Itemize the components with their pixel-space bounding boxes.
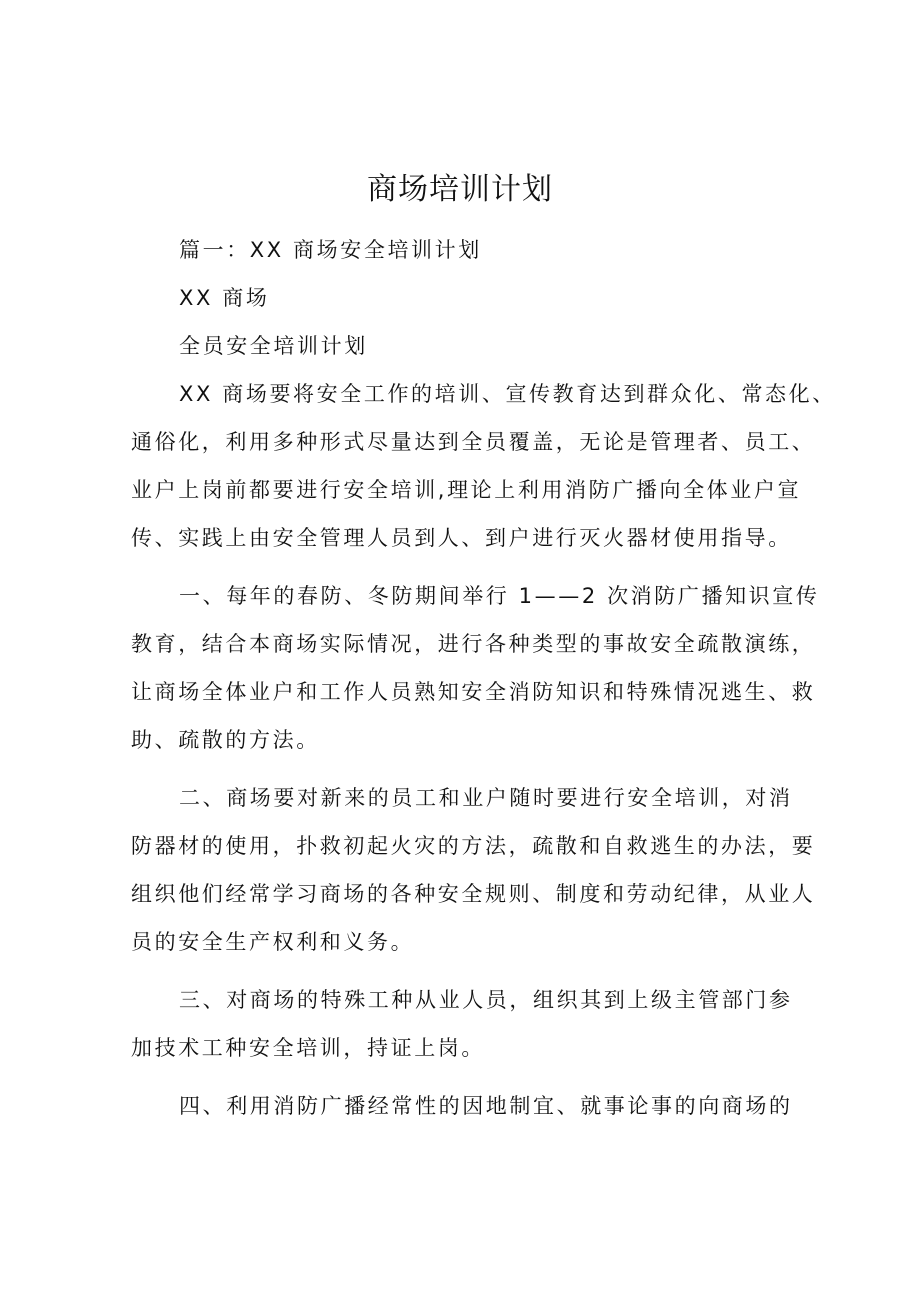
paragraph-line: 三、对商场的特殊工种从业人员，组织其到上级主管部门参: [179, 988, 793, 1012]
paragraph-line: 教育，结合本商场实际情况，进行各种类型的事故安全疏散演练，: [131, 632, 816, 656]
item-four-paragraph: [131, 1082, 811, 1130]
intro-paragraph: [131, 370, 836, 562]
document-body: [131, 226, 836, 1130]
paragraph-line: 防器材的使用，扑救初起火灾的方法，疏散和自救逃生的办法，要: [131, 834, 816, 858]
heading-plan-name: 全员安全培训计划: [179, 334, 368, 358]
paragraph-line: 四、利用消防广播经常性的因地制宜、就事论事的向商场的: [179, 1094, 793, 1118]
paragraph-line: 二、商场要对新来的员工和业户随时要进行安全培训，对消: [179, 786, 793, 810]
paragraph-line: 助、疏散的方法。: [131, 728, 320, 752]
paragraph-line: 业户上岗前都要进行安全培训,理论上利用消防广播向全体业户宣: [131, 478, 802, 502]
paragraph-line: 传、实践上由安全管理人员到人、到户进行灭火器材使用指导。: [131, 526, 792, 550]
paragraph-line: 通俗化，利用多种形式尽量达到全员覆盖，无论是管理者、员工、: [131, 430, 816, 454]
paragraph-line: 让商场全体业户和工作人员熟知安全消防知识和特殊情况逃生、救: [131, 680, 816, 704]
item-two-paragraph: [131, 774, 816, 966]
paragraph-line: 员的安全生产权利和义务。: [131, 930, 415, 954]
paragraph-line: 一、每年的春防、冬防期间举行 1——2 次消防广播知识宣传: [179, 584, 820, 608]
item-one-paragraph: [131, 572, 820, 764]
heading-mall-name: XX 商场: [179, 286, 270, 310]
paragraph-line: 组织他们经常学习商场的各种安全规则、制度和劳动纪律，从业人: [131, 882, 816, 906]
item-three-paragraph: [131, 976, 811, 1072]
page-title: 商场培训计划: [367, 172, 553, 207]
heading-part-one: 篇一：XX 商场安全培训计划: [179, 238, 482, 262]
paragraph-line: 加技术工种安全培训，持证上岗。: [131, 1036, 485, 1060]
paragraph-line: XX 商场要将安全工作的培训、宣传教育达到群众化、常态化、: [179, 382, 836, 406]
